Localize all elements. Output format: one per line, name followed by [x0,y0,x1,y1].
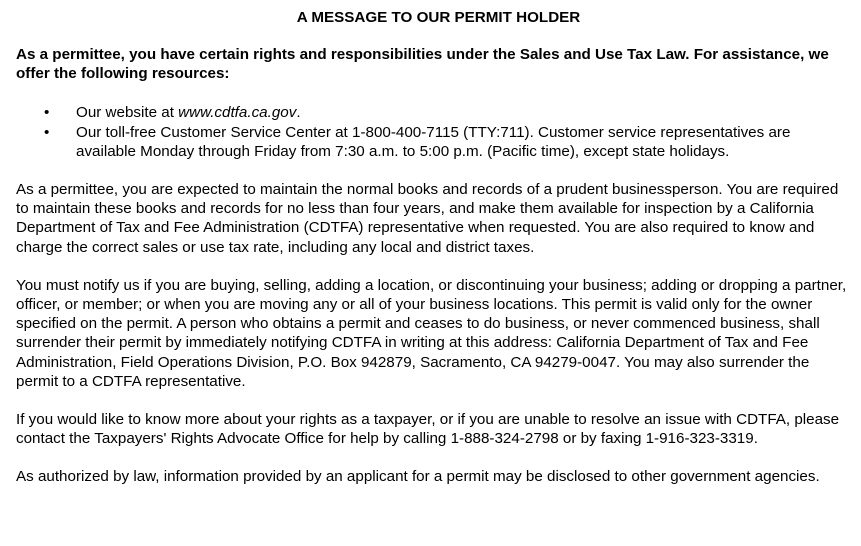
notification-paragraph: You must notify us if you are buying, selling, adding a location, or discontinuing your business; adding or dropping a partner, officer, or member; or when you are moving any or all of your business locations. This permit is valid only for the owner specified on the permit. A person who obtains a permit and ceases to do business, or never commenced business, shall surrender their permit by immediately notifying CDTFA in writing at this address: California Department of Tax and Fee Administration, Field Operations Division, P.O. Box 942879, Sacramento, CA 94279-0047. You may also surrender the permit to a CDTFA representative. [16,276,847,390]
records-paragraph: As a permittee, you are expected to maintain the normal books and records of a prudent businessperson. You are required to maintain these books and records for no less than four years, and make them available for inspection by a California Department of Tax and Fee Administration (CDTFA) representative when requested. You are also required to know and charge the correct sales or use tax rate, including any local and district taxes. [16,181,839,256]
list-item-website [16,103,853,122]
website-link[interactable]: www.cdtfa.ca.gov [178,104,297,122]
website-suffix: . [296,104,301,122]
bullet-icon: • [44,123,50,141]
taxpayer-rights-paragraph: If you would like to know more about your rights as a taxpayer, or if you are unable to resolve an issue with CDTFA, please contact the Taxpayers' Rights Advocate Office for help by calling 1-888-324-2798 or by faxing 1-916-323-3319. [16,411,840,448]
page-title: A MESSAGE TO OUR PERMIT HOLDER [296,9,581,26]
website-prefix: Our website at [76,104,179,122]
customer-service-text: Our toll-free Customer Service Center at 1-800-400-7115 (TTY:711). Customer service representatives are available Monday through Friday from 7:30 a.m. to 5:00 p.m. (Pacific time), except state holidays. [76,123,791,160]
bullet-icon: • [44,104,50,122]
disclosure-paragraph: As authorized by law, information provided by an applicant for a permit may be disclosed to other government agencies. [16,468,820,486]
resources-list [16,103,853,161]
intro-paragraph: As a permittee, you have certain rights and responsibilities under the Sales and Use Tax Law. For assistance, we offer the following resources: [16,46,829,83]
list-item-customer-service [16,123,853,161]
